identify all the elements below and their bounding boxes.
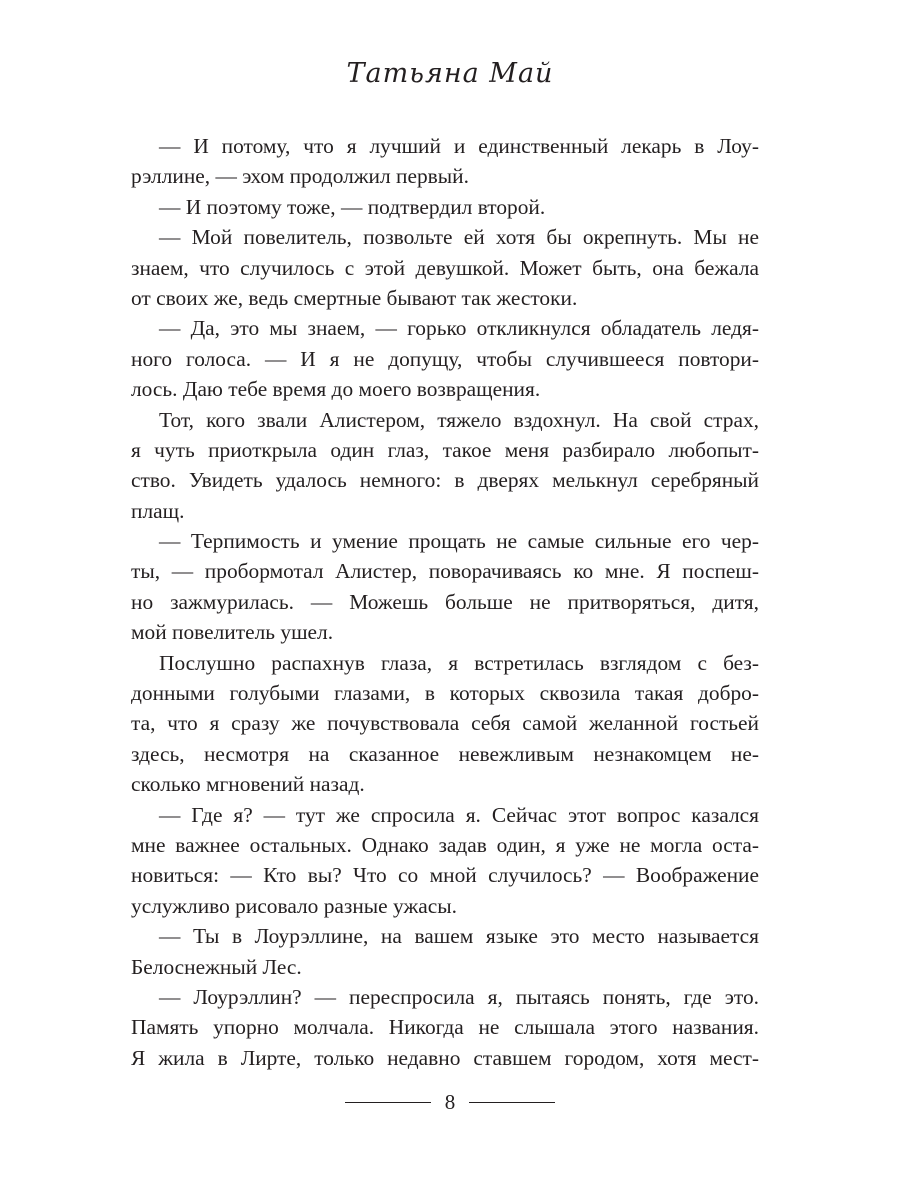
text-line: — И поэтому тоже, — подтвердил второй. (159, 194, 546, 219)
text-line: — Терпимость и умение прощать не самые сильные его чер- (159, 529, 759, 554)
text-line: — Да, это мы знаем, — горько откликнулся обладатель ледя- (159, 316, 759, 341)
page-footer (0, 1090, 900, 1114)
text-line: рэллине, — эхом продолжил первый. (131, 164, 469, 189)
text-line: плащ. (131, 498, 185, 523)
text-line: мне важнее остальных. Однако задав один, я уже не могла оста- (131, 832, 759, 857)
text-line: ного голоса. — И я не допущу, чтобы случившееся повтори- (131, 346, 759, 371)
page-number: 8 (444, 1090, 456, 1114)
text-line: здесь, несмотря на сказанное невежливым незнакомцем не- (131, 741, 759, 766)
running-head-author: Татьяна Май (346, 58, 554, 89)
folio-rule-right (469, 1102, 555, 1103)
text-line: — Ты в Лоурэллине, на вашем языке это место называется (159, 924, 759, 949)
text-line: ство. Увидеть удалось немного: в дверях мелькнул серебряный (131, 468, 759, 493)
text-line: Послушно распахнув глаза, я встретилась взглядом с без- (159, 650, 759, 675)
text-line: — И потому, что я лучший и единственный лекарь в Лоу- (159, 134, 759, 158)
folio-rule-left (345, 1102, 431, 1103)
text-line: — Мой повелитель, позвольте ей хотя бы окрепнуть. Мы не (159, 225, 759, 250)
text-line: — Лоурэллин? — переспросила я, пытаясь понять, где это. (159, 984, 759, 1009)
text-line: лось. Даю тебе время до моего возвращения. (131, 377, 541, 402)
text-line: услужливо рисовало разные ужасы. (131, 893, 457, 918)
text-line: Тот, кого звали Алистером, тяжело вздохнул. На свой страх, (159, 407, 759, 432)
text-line: мой повелитель ушел. (131, 620, 334, 645)
text-line: — Где я? — тут же спросила я. Сейчас этот вопрос казался (159, 802, 759, 827)
body-text (131, 131, 759, 1073)
text-line: Белоснежный Лес. (131, 954, 302, 979)
text-line: я чуть приоткрыла один глаз, такое меня разбирало любопыт- (131, 437, 759, 462)
text-line: но зажмурилась. — Можешь больше не притворяться, дитя, (131, 589, 759, 614)
text-line: знаем, что случилось с этой девушкой. Может быть, она бежала (131, 255, 759, 280)
text-line: Я жила в Лирте, только недавно ставшем городом, хотя мест- (131, 1045, 759, 1070)
text-line: сколько мгновений назад. (131, 772, 365, 797)
text-line: донными голубыми глазами, в которых сквозила такая добро- (131, 681, 759, 706)
text-line: новиться: — Кто вы? Что со мной случилось? — Воображение (131, 863, 759, 888)
text-line: Память упорно молчала. Никогда не слышала этого названия. (131, 1015, 759, 1040)
text-line: та, что я сразу же почувствовала себя самой желанной гостьей (131, 711, 759, 736)
text-line: ты, — пробормотал Алистер, поворачиваясь ко мне. Я поспеш- (131, 559, 759, 584)
text-line: от своих же, ведь смертные бывают так жестоки. (131, 285, 578, 310)
